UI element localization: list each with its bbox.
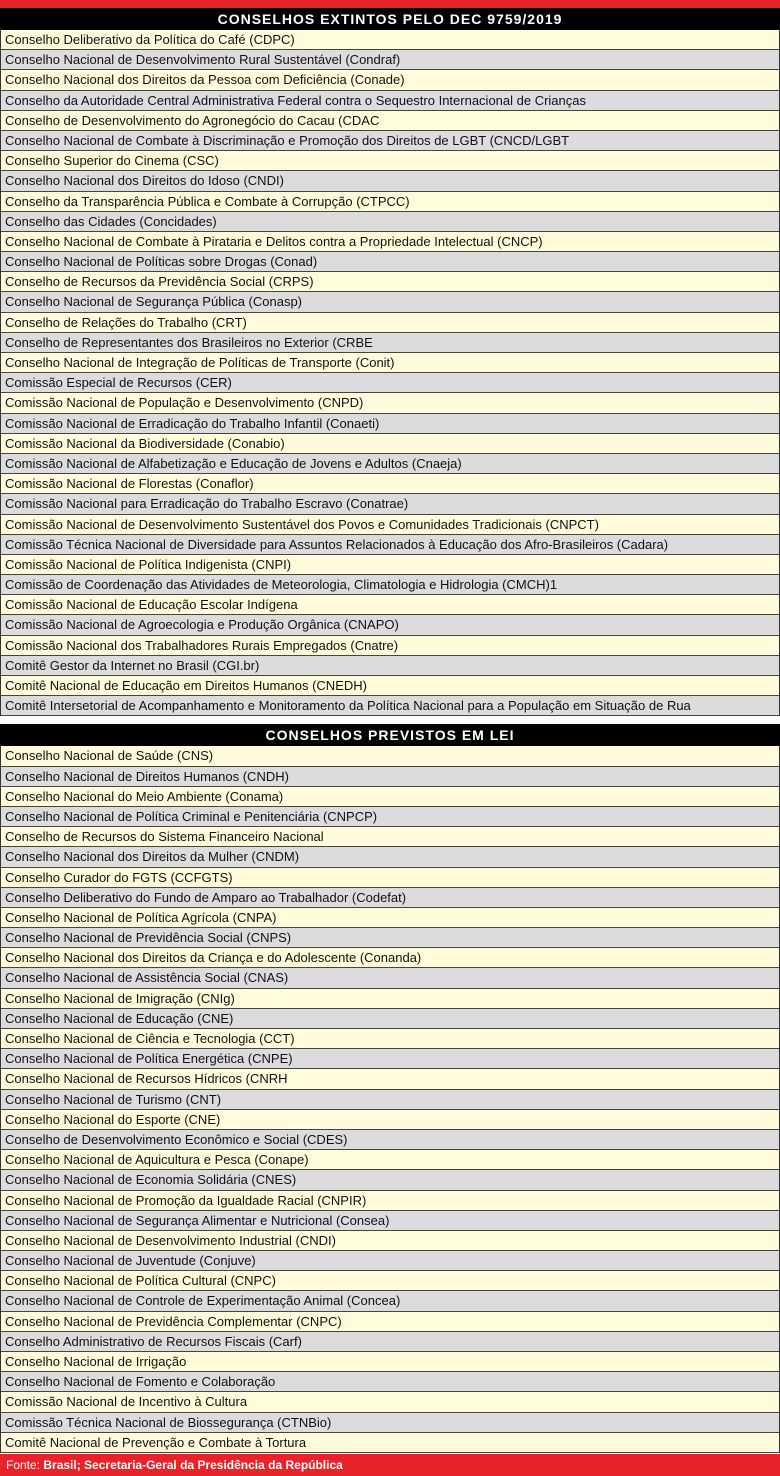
list-extintos bbox=[0, 30, 780, 716]
list-item: Conselho Nacional de Políticas sobre Drogas (Conad) bbox=[1, 252, 779, 272]
list-item: Conselho Nacional de Imigração (CNIg) bbox=[1, 989, 779, 1009]
list-item: Conselho de Recursos do Sistema Financeiro Nacional bbox=[1, 827, 779, 847]
list-item: Comissão Nacional para Erradicação do Trabalho Escravo (Conatrae) bbox=[1, 494, 779, 514]
section-title-previstos: CONSELHOS PREVISTOS EM LEI bbox=[0, 724, 780, 746]
list-item: Conselho Nacional de Previdência Complementar (CNPC) bbox=[1, 1312, 779, 1332]
list-item: Comissão Nacional de Erradicação do Trabalho Infantil (Conaeti) bbox=[1, 414, 779, 434]
list-item: Conselho Nacional dos Direitos da Criança e do Adolescente (Conanda) bbox=[1, 948, 779, 968]
section-gap bbox=[0, 716, 780, 724]
source-text: Brasil; Secretaria-Geral da Presidência da República bbox=[43, 1458, 343, 1472]
list-item: Comissão Nacional de Incentivo à Cultura bbox=[1, 1392, 779, 1412]
list-item: Comissão Técnica Nacional de Diversidade para Assuntos Relacionados à Educação dos Afro-Brasileiros (Cadara) bbox=[1, 535, 779, 555]
list-item: Conselho Nacional de Integração de Políticas de Transporte (Conit) bbox=[1, 353, 779, 373]
list-item: Conselho Nacional do Meio Ambiente (Conama) bbox=[1, 787, 779, 807]
list-item: Conselho Nacional de Previdência Social (CNPS) bbox=[1, 928, 779, 948]
list-item: Comitê Nacional de Educação em Direitos Humanos (CNEDH) bbox=[1, 676, 779, 696]
list-item: Conselho Nacional de Política Criminal e Penitenciária (CNPCP) bbox=[1, 807, 779, 827]
list-item: Conselho Nacional de Política Agrícola (CNPA) bbox=[1, 908, 779, 928]
list-item: Conselho Nacional do Esporte (CNE) bbox=[1, 1110, 779, 1130]
list-item: Conselho Nacional de Ciência e Tecnologia (CCT) bbox=[1, 1029, 779, 1049]
list-item: Conselho Nacional de Saúde (CNS) bbox=[1, 746, 779, 766]
list-item: Conselho das Cidades (Concidades) bbox=[1, 212, 779, 232]
list-item: Conselho Curador do FGTS (CCFGTS) bbox=[1, 868, 779, 888]
list-item: Conselho Administrativo de Recursos Fiscais (Carf) bbox=[1, 1332, 779, 1352]
list-previstos bbox=[0, 746, 780, 1453]
list-item: Conselho da Transparência Pública e Combate à Corrupção (CTPCC) bbox=[1, 192, 779, 212]
list-item: Comissão Nacional dos Trabalhadores Rurais Empregados (Cnatre) bbox=[1, 636, 779, 656]
list-item: Conselho Nacional de Economia Solidária (CNES) bbox=[1, 1170, 779, 1190]
list-item: Conselho Nacional de Irrigação bbox=[1, 1352, 779, 1372]
list-item: Comissão Técnica Nacional de Biossegurança (CTNBio) bbox=[1, 1413, 779, 1433]
list-item: Comitê Nacional de Prevenção e Combate à Tortura bbox=[1, 1433, 779, 1453]
list-item: Comissão Nacional de Agroecologia e Produção Orgânica (CNAPO) bbox=[1, 615, 779, 635]
list-item: Conselho Nacional dos Direitos do Idoso (CNDI) bbox=[1, 171, 779, 191]
list-item: Comissão de Coordenação das Atividades de Meteorologia, Climatologia e Hidrologia (CMCH)1 bbox=[1, 575, 779, 595]
section-title-extintos: CONSELHOS EXTINTOS PELO DEC 9759/2019 bbox=[0, 8, 780, 30]
list-item: Conselho Nacional de Combate à Discriminação e Promoção dos Direitos de LGBT (CNCD/LGBT bbox=[1, 131, 779, 151]
list-item: Conselho Nacional de Controle de Experimentação Animal (Concea) bbox=[1, 1291, 779, 1311]
list-item: Conselho Nacional de Política Energética (CNPE) bbox=[1, 1049, 779, 1069]
list-item: Conselho de Representantes dos Brasileiros no Exterior (CRBE bbox=[1, 333, 779, 353]
list-item: Conselho Nacional dos Direitos da Pessoa com Deficiência (Conade) bbox=[1, 70, 779, 90]
list-item: Conselho Nacional de Política Cultural (CNPC) bbox=[1, 1271, 779, 1291]
list-item: Conselho Nacional de Turismo (CNT) bbox=[1, 1090, 779, 1110]
list-item: Comissão Nacional de Alfabetização e Educação de Jovens e Adultos (Cnaeja) bbox=[1, 454, 779, 474]
list-item: Conselho de Desenvolvimento do Agronegócio do Cacau (CDAC bbox=[1, 111, 779, 131]
list-item: Comissão Nacional da Biodiversidade (Conabio) bbox=[1, 434, 779, 454]
list-item: Conselho Nacional dos Direitos da Mulher (CNDM) bbox=[1, 847, 779, 867]
list-item: Conselho de Relações do Trabalho (CRT) bbox=[1, 313, 779, 333]
list-item: Conselho Nacional de Juventude (Conjuve) bbox=[1, 1251, 779, 1271]
list-item: Conselho Nacional de Desenvolvimento Rural Sustentável (Condraf) bbox=[1, 50, 779, 70]
list-item: Conselho Nacional de Assistência Social (CNAS) bbox=[1, 968, 779, 988]
list-item: Comissão Especial de Recursos (CER) bbox=[1, 373, 779, 393]
list-item: Conselho da Autoridade Central Administrativa Federal contra o Sequestro Internacional de Crianças bbox=[1, 91, 779, 111]
list-item: Comissão Nacional de População e Desenvolvimento (CNPD) bbox=[1, 393, 779, 413]
list-item: Conselho Superior do Cinema (CSC) bbox=[1, 151, 779, 171]
list-item: Conselho Deliberativo da Política do Café (CDPC) bbox=[1, 30, 779, 50]
list-item: Conselho Deliberativo do Fundo de Amparo ao Trabalhador (Codefat) bbox=[1, 888, 779, 908]
top-accent-bar bbox=[0, 0, 780, 8]
list-item: Conselho de Desenvolvimento Econômico e Social (CDES) bbox=[1, 1130, 779, 1150]
list-item: Comissão Nacional de Política Indigenista (CNPI) bbox=[1, 555, 779, 575]
source-label: Fonte: bbox=[6, 1458, 44, 1472]
list-item: Conselho Nacional de Direitos Humanos (CNDH) bbox=[1, 767, 779, 787]
list-item: Conselho Nacional de Segurança Pública (Conasp) bbox=[1, 292, 779, 312]
list-item: Conselho Nacional de Fomento e Colaboração bbox=[1, 1372, 779, 1392]
list-item: Comissão Nacional de Florestas (Conaflor) bbox=[1, 474, 779, 494]
source-footer bbox=[0, 1454, 780, 1476]
list-item: Conselho Nacional de Segurança Alimentar e Nutricional (Consea) bbox=[1, 1211, 779, 1231]
list-item: Comitê Gestor da Internet no Brasil (CGI.br) bbox=[1, 656, 779, 676]
list-item: Comissão Nacional de Desenvolvimento Sustentável dos Povos e Comunidades Tradicionais (CNPCT) bbox=[1, 515, 779, 535]
list-item: Conselho Nacional de Aquicultura e Pesca (Conape) bbox=[1, 1150, 779, 1170]
list-item: Conselho Nacional de Combate à Pirataria e Delitos contra a Propriedade Intelectual (CNCP) bbox=[1, 232, 779, 252]
list-item: Conselho de Recursos da Previdência Social (CRPS) bbox=[1, 272, 779, 292]
list-item: Comitê Intersetorial de Acompanhamento e Monitoramento da Política Nacional para a População em Situação de Rua bbox=[1, 696, 779, 716]
list-item: Conselho Nacional de Recursos Hídricos (CNRH bbox=[1, 1069, 779, 1089]
list-item: Conselho Nacional de Educação (CNE) bbox=[1, 1009, 779, 1029]
list-item: Comissão Nacional de Educação Escolar Indígena bbox=[1, 595, 779, 615]
list-item: Conselho Nacional de Promoção da Igualdade Racial (CNPIR) bbox=[1, 1191, 779, 1211]
list-item: Conselho Nacional de Desenvolvimento Industrial (CNDI) bbox=[1, 1231, 779, 1251]
